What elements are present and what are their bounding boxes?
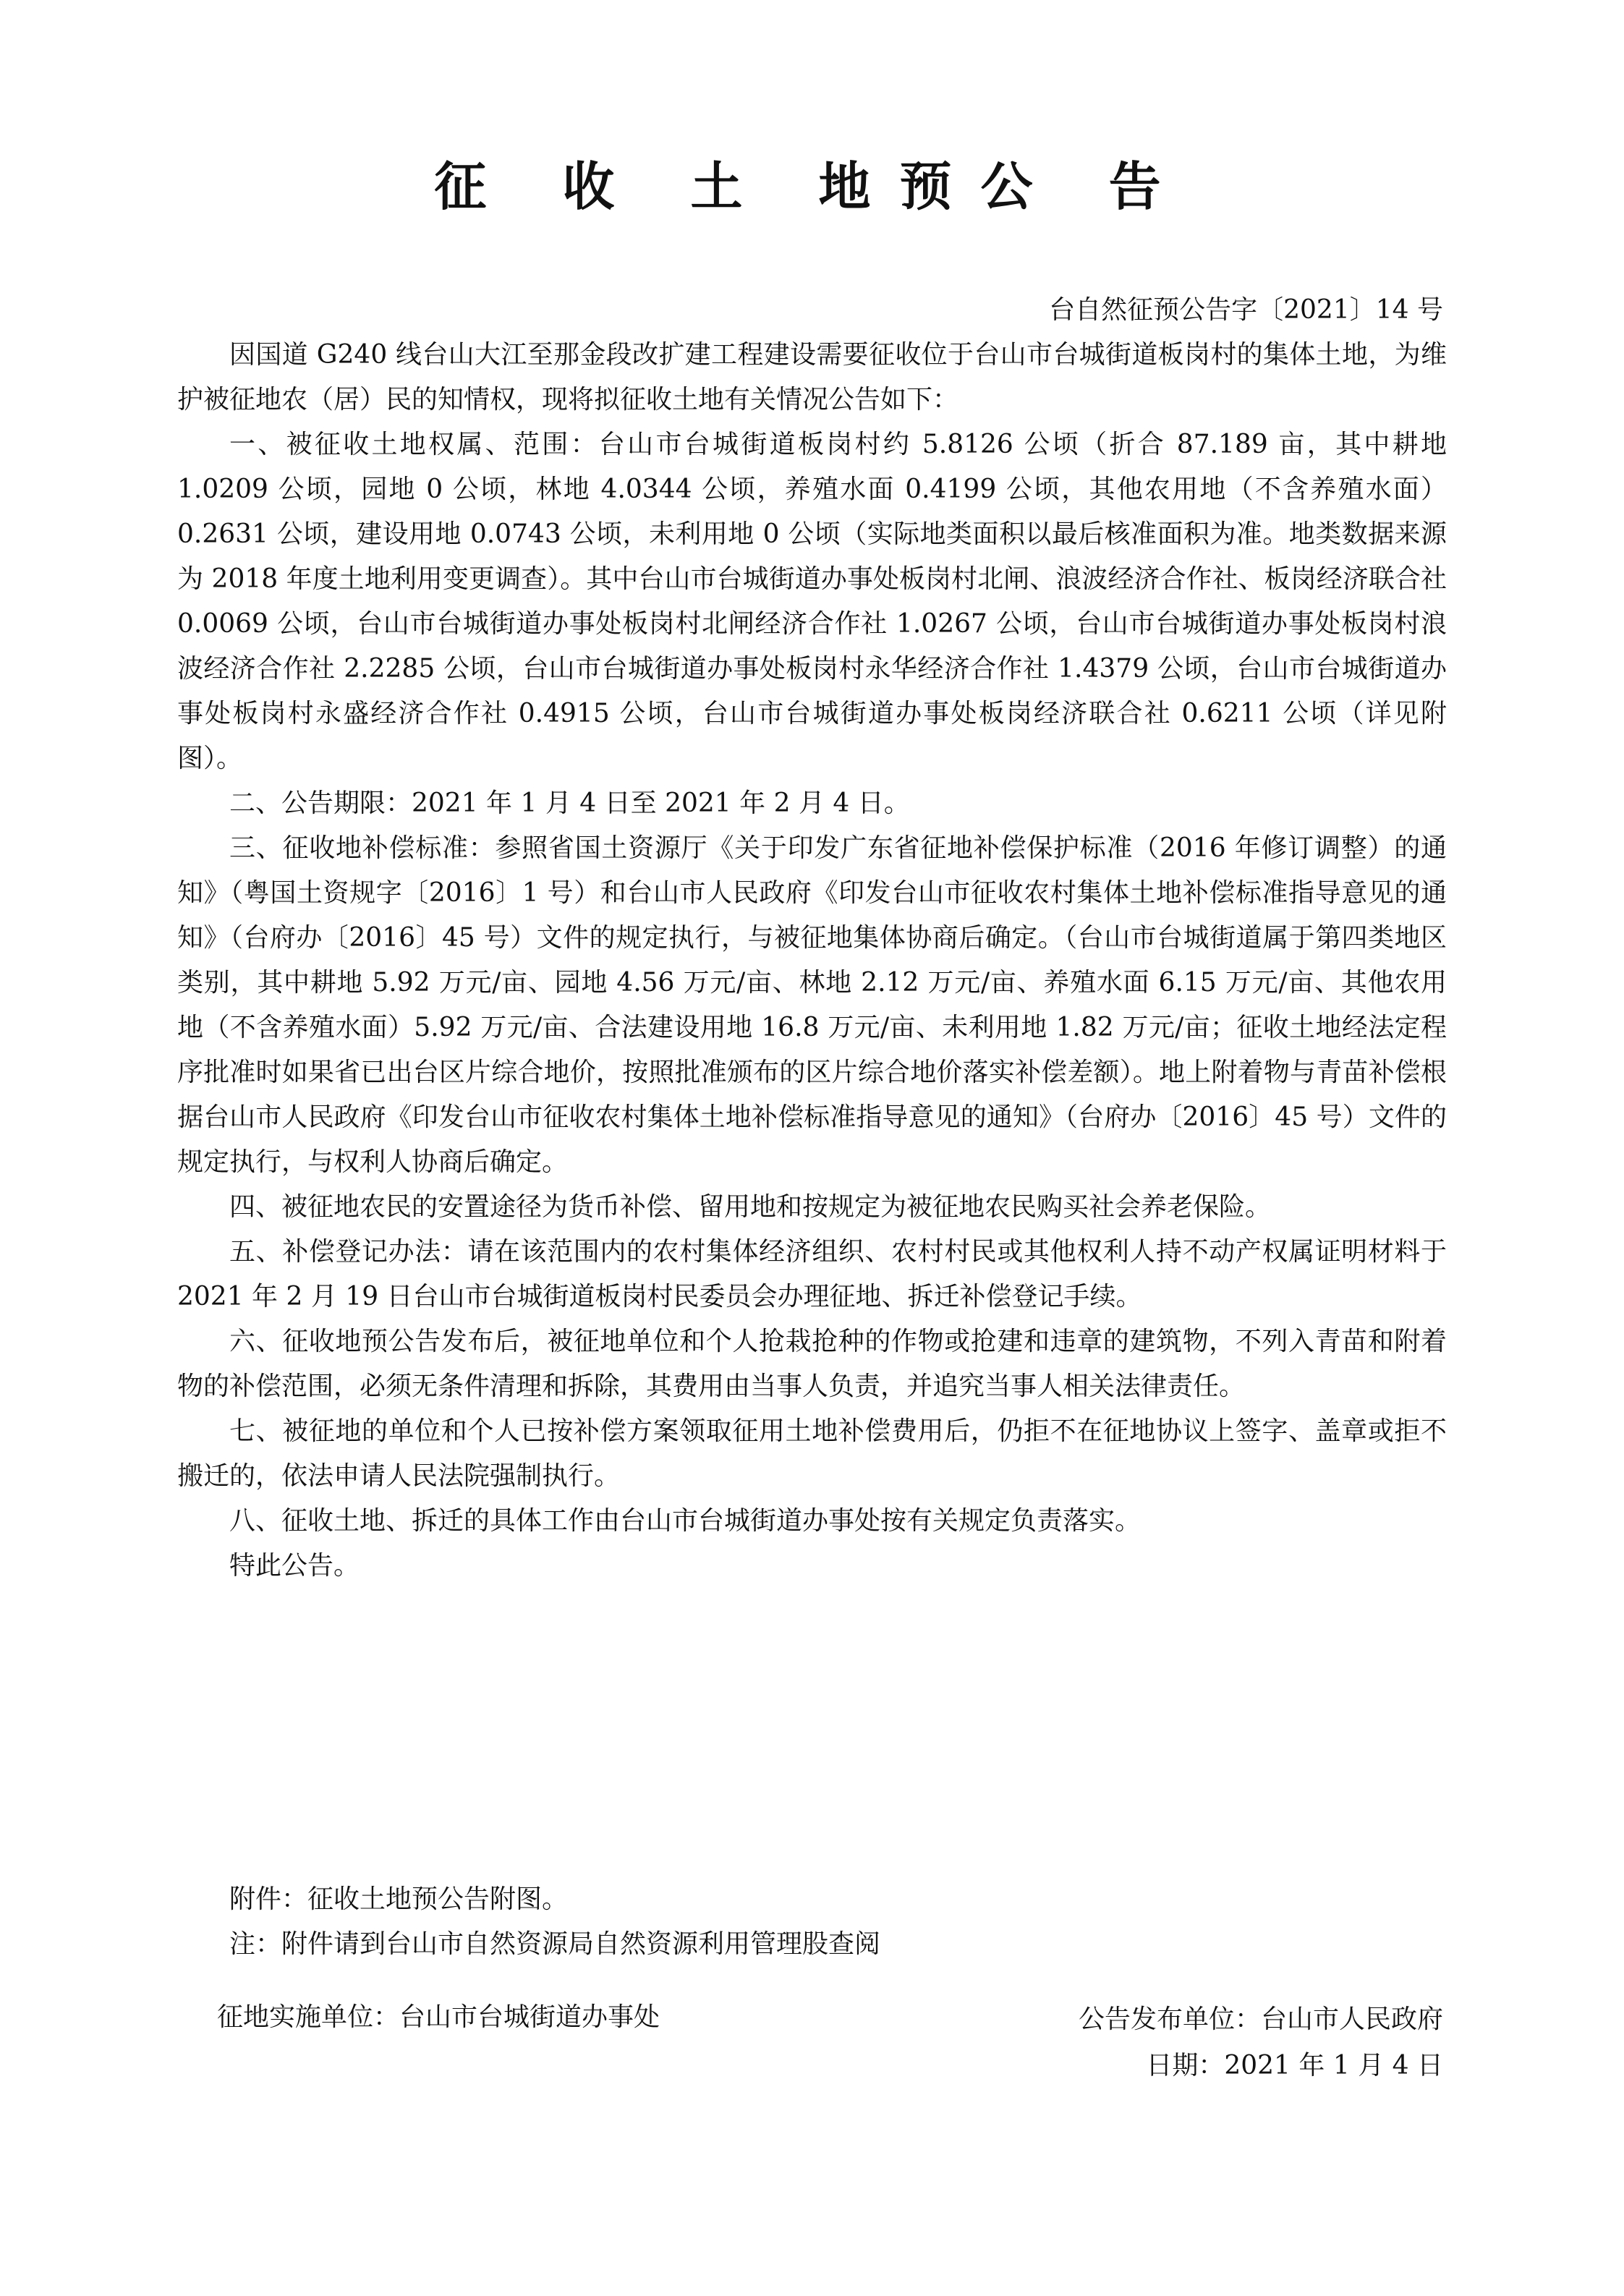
document-title: 征 收 土 地预公 告 — [434, 156, 1190, 217]
paragraph-registration: 五、补偿登记办法：请在该范围内的农村集体经济组织、农村村民或其他权利人持不动产权属证明材料于 2021 年 2 月 19 日台山市台城街道板岗村民委员会办理征地、拆迁补偿登记手续。 — [177, 1237, 1447, 1311]
document-body — [177, 333, 1447, 1589]
attachment-note: 注：附件请到台山市自然资源局自然资源利用管理股查阅 — [229, 1929, 881, 1959]
paragraph-enforcement: 七、被征地的单位和个人已按补偿方案领取征用土地补偿费用后，仍拒不在征地协议上签字、盖章或拒不搬迁的，依法申请人民法院强制执行。 — [177, 1416, 1447, 1491]
paragraph-closing: 特此公告。 — [229, 1551, 360, 1581]
paragraph-prohibition: 六、征收地预公告发布后，被征地单位和个人抢栽抢种的作物或抢建和违章的建筑物，不列入青苗和附着物的补偿范围，必须无条件清理和拆除，其费用由当事人负责，并追究当事人相关法律责任。 — [177, 1327, 1447, 1401]
paragraph-land-scope: 一、被征收土地权属、范围：台山市台城街道板岗村约 5.8126 公顷（折合 87.189 亩，其中耕地 1.0209 公顷，园地 0 公顷，林地 4.0344 公顷，养殖水面 0.4199 公顷，其他农用地（不含养殖水面）0.2631 公顷，建设用地 0.0743 公顷，未利用地 0 公顷（实际地类面积以最后核准面积为准。地类数据来源为 2018 年度土地利用变更调查）。其中台山市台城街道办事处板岗村北闸、浪波经济合作社、板岗经济联合社 0.0069 公顷，台山市台城街道办事处板岗村北闸经济合作社 1.0267 公顷，台山市台城街道办事处板岗村浪波经济合作社 2.2285 公顷，台山市台城街道办事处板岗村永华经济合作社 1.4379 公顷，台山市台城街道办事处板岗村永盛经济合作社 0.4915 公顷，台山市台城街道办事处板岗经济联合社 0.6211 公顷（详见附图）。 — [177, 430, 1447, 773]
attachment-line: 附件：征收土地预公告附图。 — [229, 1884, 569, 1914]
paragraph-responsibility: 八、征收土地、拆迁的具体工作由台山市台城街道办事处按有关规定负责落实。 — [229, 1506, 1142, 1536]
paragraph-intro: 因国道 G240 线台山大江至那金段改扩建工程建设需要征收位于台山市台城街道板岗村的集体土地，为维护被征地农（居）民的知情权，现将拟征收土地有关情况公告如下： — [177, 340, 1447, 414]
signature-block — [1079, 1997, 1443, 2089]
paragraph-resettlement: 四、被征地农民的安置途径为货币补偿、留用地和按规定为被征地农民购买社会养老保险。 — [229, 1192, 1272, 1222]
document-number: 台自然征预公告字〔2021〕14 号 — [1049, 295, 1443, 325]
paragraph-compensation-standard: 三、征收地补偿标准：参照省国土资源厅《关于印发广东省征地补偿保护标准（2016 年修订调整）的通知》（粤国土资规字〔2016〕1 号）和台山市人民政府《印发台山市征收农村集体土地补偿标准指导意见的通知》（台府办〔2016〕45 号）文件的规定执行，与被征地集体协商后确定。（台山市台城街道属于第四类地区类别，其中耕地 5.92 万元/亩、园地 4.56 万元/亩、林地 2.12 万元/亩、养殖水面 6.15 万元/亩、其他农用地（不含养殖水面）5.92 万元/亩、合法建设用地 16.8 万元/亩、未利用地 1.82 万元/亩；征收土地经法定程序批准时如果省已出台区片综合地价，按照批准颁布的区片综合地价落实补偿差额）。地上附着物与青苗补偿根据台山市人民政府《印发台山市征收农村集体土地补偿标准指导意见的通知》（台府办〔2016〕45 号）文件的规定执行，与权利人协商后确定。 — [177, 833, 1447, 1177]
paragraph-notice-period: 二、公告期限：2021 年 1 月 4 日至 2021 年 2 月 4 日。 — [229, 788, 910, 818]
attachment-section — [177, 1877, 1447, 1967]
implementing-unit: 征地实施单位：台山市台城街道办事处 — [217, 2002, 660, 2032]
publication-date: 日期：2021 年 1 月 4 日 — [1146, 2051, 1443, 2080]
publishing-unit: 公告发布单位：台山市人民政府 — [1078, 2004, 1443, 2034]
